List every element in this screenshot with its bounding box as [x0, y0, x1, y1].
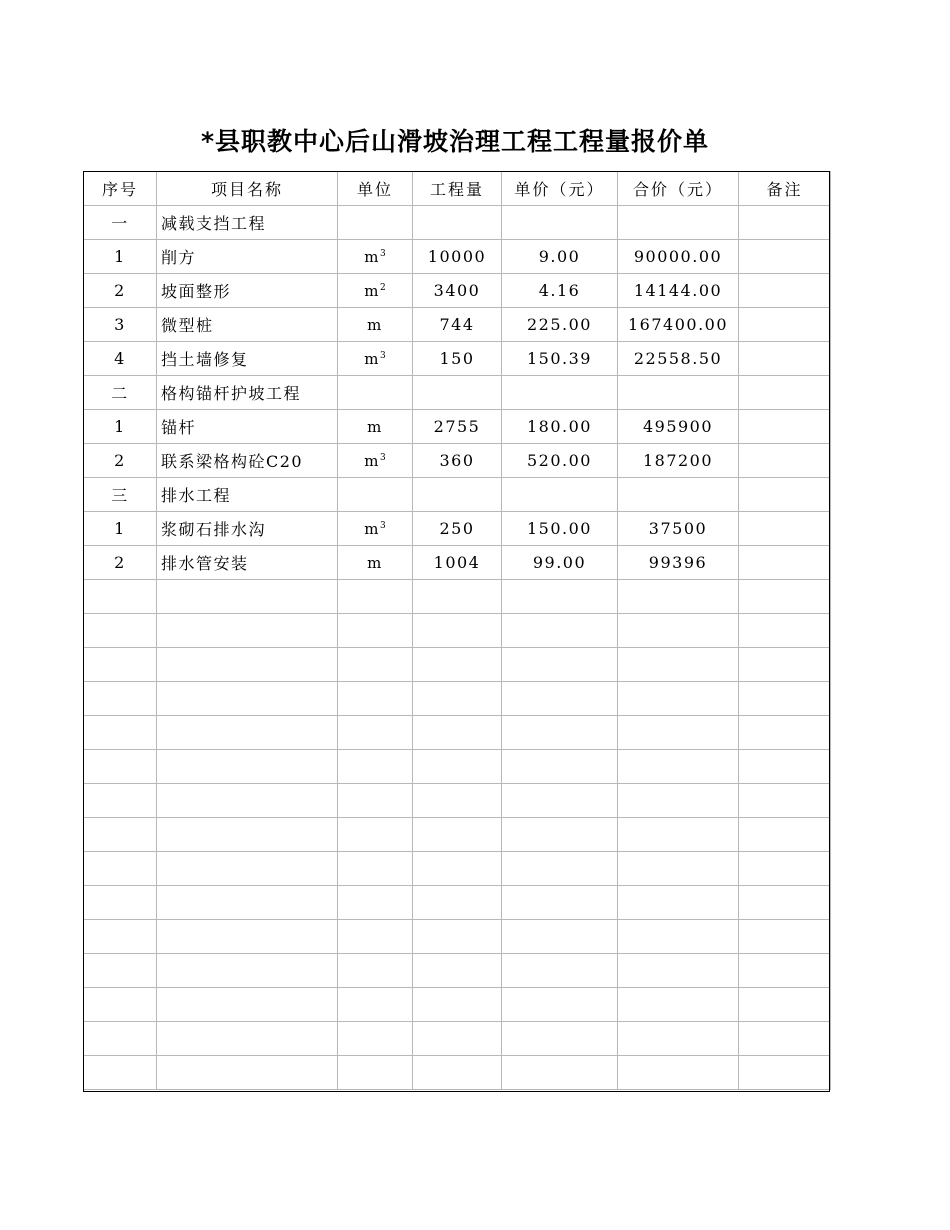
cell-item-name: 浆砌石排水沟	[157, 512, 338, 546]
cell-seq	[84, 614, 157, 648]
cell-unit-price	[502, 886, 618, 920]
cell-total-price	[618, 614, 739, 648]
cell-quantity: 360	[413, 444, 502, 478]
cell-unit-price	[502, 648, 618, 682]
cell-unit	[338, 750, 413, 784]
table-header-row	[84, 172, 831, 206]
cell-seq	[84, 716, 157, 750]
cell-seq	[84, 1022, 157, 1056]
unit-symbol: m	[364, 350, 380, 368]
cell-item-name: 联系梁格构砼C20	[157, 444, 338, 478]
cell-total-price: 187200	[618, 444, 739, 478]
unit-symbol: m	[367, 418, 383, 436]
cell-unit-price	[502, 1056, 618, 1090]
empty-table-row	[84, 682, 831, 716]
cell-unit-price: 150.39	[502, 342, 618, 376]
cell-seq: 2	[84, 274, 157, 308]
cell-seq	[84, 988, 157, 1022]
cell-item-name: 微型桩	[157, 308, 338, 342]
cell-seq	[84, 580, 157, 614]
cell-item-name	[157, 818, 338, 852]
cell-quantity	[413, 988, 502, 1022]
cell-seq: 一	[84, 206, 157, 240]
cell-total-price	[618, 784, 739, 818]
cell-remarks	[739, 682, 831, 716]
cell-quantity	[413, 682, 502, 716]
table-row	[84, 444, 831, 478]
cell-item-name	[157, 1056, 338, 1090]
cell-item-name: 锚杆	[157, 410, 338, 444]
cell-item-name: 坡面整形	[157, 274, 338, 308]
cell-item-name: 排水管安装	[157, 546, 338, 580]
header-unit-price: 单价（元）	[502, 172, 618, 206]
cell-seq	[84, 750, 157, 784]
cell-item-name: 削方	[157, 240, 338, 274]
header-item-name: 项目名称	[157, 172, 338, 206]
cell-unit	[338, 240, 413, 274]
cell-quantity: 744	[413, 308, 502, 342]
cell-seq: 1	[84, 512, 157, 546]
cell-remarks	[739, 240, 831, 274]
cell-quantity: 250	[413, 512, 502, 546]
empty-table-row	[84, 1056, 831, 1090]
table-row	[84, 342, 831, 376]
cell-seq: 2	[84, 444, 157, 478]
unit-exponent: 3	[380, 351, 386, 361]
header-quantity: 工程量	[413, 172, 502, 206]
cell-total-price: 37500	[618, 512, 739, 546]
cell-quantity	[413, 784, 502, 818]
unit-symbol: m	[364, 282, 380, 300]
cell-unit	[338, 614, 413, 648]
cell-item-name	[157, 750, 338, 784]
cell-quantity	[413, 954, 502, 988]
cell-unit-price	[502, 818, 618, 852]
unit-exponent: 3	[380, 453, 386, 463]
table-row	[84, 546, 831, 580]
cell-item-name: 格构锚杆护坡工程	[157, 376, 338, 410]
cell-item-name: 挡土墙修复	[157, 342, 338, 376]
cell-item-name	[157, 886, 338, 920]
cell-unit	[338, 716, 413, 750]
cell-unit-price: 520.00	[502, 444, 618, 478]
header-seq: 序号	[84, 172, 157, 206]
cell-total-price	[618, 886, 739, 920]
cell-seq	[84, 682, 157, 716]
cell-total-price	[618, 852, 739, 886]
unit-symbol: m	[367, 554, 383, 572]
cell-unit-price	[502, 750, 618, 784]
cell-total-price	[618, 988, 739, 1022]
cell-total-price	[618, 818, 739, 852]
cell-quantity	[413, 478, 502, 512]
cell-remarks	[739, 580, 831, 614]
empty-table-row	[84, 614, 831, 648]
cell-unit-price	[502, 580, 618, 614]
cell-item-name	[157, 954, 338, 988]
cell-remarks	[739, 308, 831, 342]
cell-seq	[84, 954, 157, 988]
cell-quantity	[413, 1022, 502, 1056]
empty-table-row	[84, 1022, 831, 1056]
cell-unit	[338, 886, 413, 920]
cell-quantity: 3400	[413, 274, 502, 308]
cell-unit-price: 99.00	[502, 546, 618, 580]
unit-exponent: 2	[380, 283, 386, 293]
cell-remarks	[739, 886, 831, 920]
table-row	[84, 376, 831, 410]
cell-unit	[338, 1022, 413, 1056]
cell-total-price	[618, 920, 739, 954]
cell-unit	[338, 682, 413, 716]
cell-total-price: 495900	[618, 410, 739, 444]
cell-seq: 三	[84, 478, 157, 512]
cell-unit	[338, 512, 413, 546]
cell-total-price	[618, 716, 739, 750]
empty-table-row	[84, 648, 831, 682]
cell-seq	[84, 648, 157, 682]
cell-unit	[338, 308, 413, 342]
cell-remarks	[739, 614, 831, 648]
cell-unit	[338, 546, 413, 580]
cell-item-name	[157, 682, 338, 716]
cell-remarks	[739, 648, 831, 682]
cell-quantity	[413, 206, 502, 240]
empty-table-row	[84, 954, 831, 988]
cell-item-name: 排水工程	[157, 478, 338, 512]
cell-quantity	[413, 614, 502, 648]
cell-total-price	[618, 478, 739, 512]
table-row	[84, 240, 831, 274]
cell-seq: 1	[84, 240, 157, 274]
cell-remarks	[739, 818, 831, 852]
cell-item-name	[157, 988, 338, 1022]
cell-item-name	[157, 920, 338, 954]
cell-remarks	[739, 920, 831, 954]
cell-unit-price	[502, 682, 618, 716]
cell-total-price: 99396	[618, 546, 739, 580]
cell-remarks	[739, 410, 831, 444]
cell-unit-price: 4.16	[502, 274, 618, 308]
cell-seq: 3	[84, 308, 157, 342]
cell-seq: 二	[84, 376, 157, 410]
cell-unit-price	[502, 784, 618, 818]
cell-total-price	[618, 954, 739, 988]
cell-unit	[338, 852, 413, 886]
cell-quantity: 150	[413, 342, 502, 376]
cell-unit-price	[502, 852, 618, 886]
unit-symbol: m	[364, 520, 380, 538]
cell-remarks	[739, 784, 831, 818]
cell-unit-price: 9.00	[502, 240, 618, 274]
cell-unit-price	[502, 1022, 618, 1056]
document-title: *县职教中心后山滑坡治理工程工程量报价单	[200, 127, 710, 156]
cell-unit-price	[502, 954, 618, 988]
cell-total-price	[618, 750, 739, 784]
cell-remarks	[739, 546, 831, 580]
cell-item-name	[157, 852, 338, 886]
cell-unit-price	[502, 478, 618, 512]
cell-remarks	[739, 376, 831, 410]
cell-remarks	[739, 274, 831, 308]
unit-symbol: m	[367, 316, 383, 334]
cell-total-price: 14144.00	[618, 274, 739, 308]
header-total-price: 合价（元）	[618, 172, 739, 206]
cell-seq: 1	[84, 410, 157, 444]
unit-symbol: m	[364, 452, 380, 470]
cell-total-price	[618, 648, 739, 682]
cell-quantity	[413, 1056, 502, 1090]
empty-table-row	[84, 784, 831, 818]
empty-table-row	[84, 818, 831, 852]
cell-quantity: 1004	[413, 546, 502, 580]
cell-seq	[84, 920, 157, 954]
cell-unit	[338, 648, 413, 682]
cell-unit	[338, 478, 413, 512]
cell-remarks	[739, 444, 831, 478]
cell-unit	[338, 1056, 413, 1090]
unit-exponent: 3	[380, 521, 386, 531]
cell-remarks	[739, 1056, 831, 1090]
cell-item-name	[157, 648, 338, 682]
table-row	[84, 206, 831, 240]
cell-remarks	[739, 988, 831, 1022]
cell-quantity	[413, 886, 502, 920]
cell-seq: 2	[84, 546, 157, 580]
cell-unit-price: 180.00	[502, 410, 618, 444]
cell-total-price: 167400.00	[618, 308, 739, 342]
table-row	[84, 308, 831, 342]
cell-unit	[338, 954, 413, 988]
cell-seq: 4	[84, 342, 157, 376]
cell-quantity	[413, 920, 502, 954]
cell-remarks	[739, 852, 831, 886]
empty-table-row	[84, 852, 831, 886]
cell-unit	[338, 580, 413, 614]
header-unit: 单位	[338, 172, 413, 206]
cell-total-price: 90000.00	[618, 240, 739, 274]
cell-quantity	[413, 852, 502, 886]
cell-unit-price	[502, 614, 618, 648]
cell-remarks	[739, 512, 831, 546]
table-row	[84, 274, 831, 308]
cell-quantity	[413, 648, 502, 682]
cell-quantity	[413, 580, 502, 614]
cell-remarks	[739, 1022, 831, 1056]
cell-total-price	[618, 1022, 739, 1056]
cell-unit	[338, 376, 413, 410]
cell-unit	[338, 988, 413, 1022]
cell-item-name	[157, 716, 338, 750]
cell-unit	[338, 274, 413, 308]
cell-unit	[338, 444, 413, 478]
unit-symbol: m	[364, 248, 380, 266]
cell-unit-price	[502, 376, 618, 410]
cell-quantity	[413, 716, 502, 750]
unit-exponent: 3	[380, 249, 386, 259]
empty-table-row	[84, 886, 831, 920]
cell-quantity	[413, 376, 502, 410]
cell-seq	[84, 784, 157, 818]
cell-total-price	[618, 1056, 739, 1090]
cell-total-price	[618, 206, 739, 240]
cell-remarks	[739, 750, 831, 784]
cell-item-name: 减载支挡工程	[157, 206, 338, 240]
empty-table-row	[84, 716, 831, 750]
cell-item-name	[157, 614, 338, 648]
cell-unit-price	[502, 716, 618, 750]
empty-table-row	[84, 988, 831, 1022]
empty-table-row	[84, 750, 831, 784]
cell-total-price: 22558.50	[618, 342, 739, 376]
cell-seq	[84, 852, 157, 886]
cell-quantity	[413, 818, 502, 852]
cell-unit	[338, 206, 413, 240]
cell-unit	[338, 784, 413, 818]
table-row	[84, 410, 831, 444]
cell-remarks	[739, 206, 831, 240]
table-row	[84, 478, 831, 512]
cell-quantity: 2755	[413, 410, 502, 444]
cell-unit	[338, 818, 413, 852]
header-remarks: 备注	[739, 172, 831, 206]
cell-unit-price: 225.00	[502, 308, 618, 342]
cell-total-price	[618, 376, 739, 410]
cell-seq	[84, 1056, 157, 1090]
cell-item-name	[157, 1022, 338, 1056]
cell-remarks	[739, 478, 831, 512]
cell-quantity: 10000	[413, 240, 502, 274]
cell-unit	[338, 410, 413, 444]
cell-unit-price	[502, 988, 618, 1022]
quote-table	[83, 171, 831, 1090]
cell-unit	[338, 342, 413, 376]
cell-unit-price	[502, 920, 618, 954]
empty-table-row	[84, 920, 831, 954]
cell-total-price	[618, 580, 739, 614]
cell-seq	[84, 886, 157, 920]
cell-seq	[84, 818, 157, 852]
cell-item-name	[157, 580, 338, 614]
cell-remarks	[739, 954, 831, 988]
cell-unit-price: 150.00	[502, 512, 618, 546]
cell-unit	[338, 920, 413, 954]
cell-total-price	[618, 682, 739, 716]
cell-unit-price	[502, 206, 618, 240]
table-row	[84, 512, 831, 546]
cell-remarks	[739, 342, 831, 376]
cell-remarks	[739, 716, 831, 750]
cell-item-name	[157, 784, 338, 818]
cell-quantity	[413, 750, 502, 784]
empty-table-row	[84, 580, 831, 614]
